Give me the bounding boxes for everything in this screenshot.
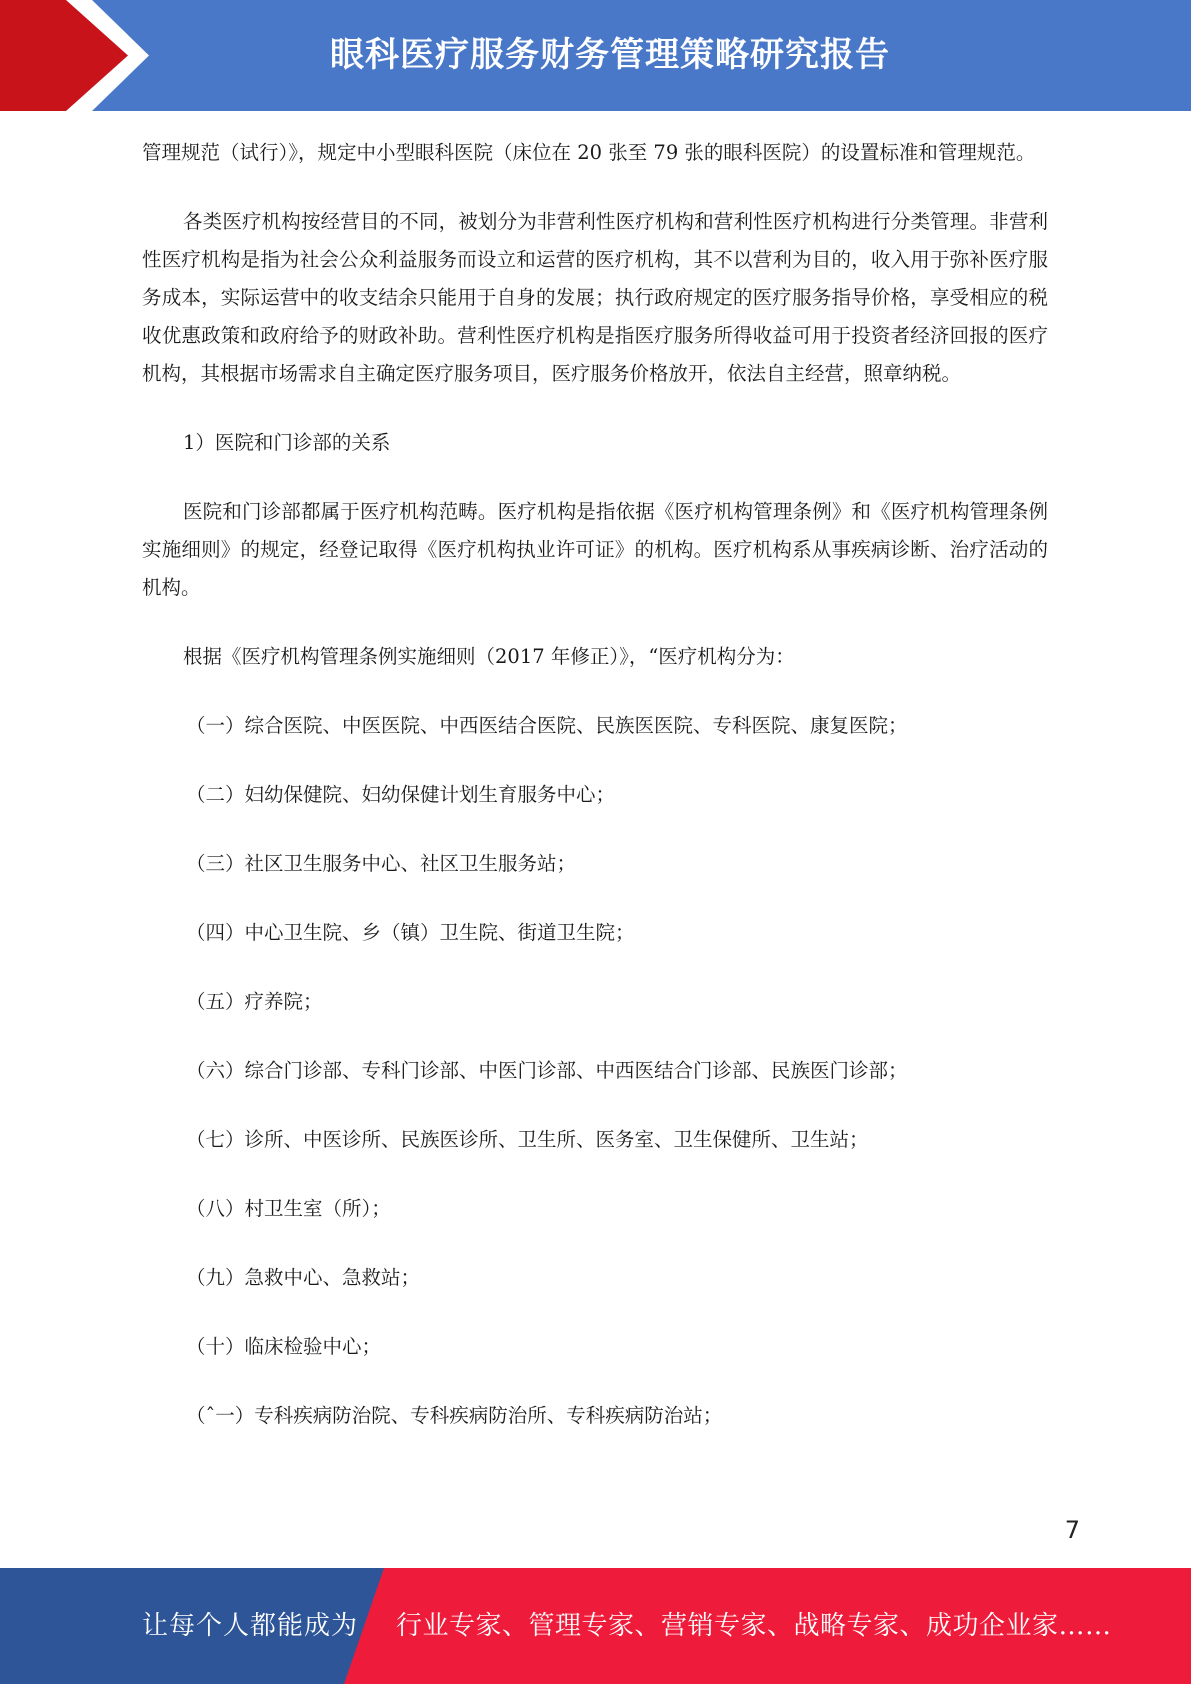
institution-category-list bbox=[142, 707, 1048, 1435]
list-item: （九）急救中心、急救站； bbox=[186, 1266, 421, 1289]
list-item: （四）中心卫生院、乡（镇）卫生院、街道卫生院； bbox=[186, 921, 635, 944]
header-bar bbox=[0, 0, 1191, 111]
report-title: 眼科医疗服务财务管理策略研究报告 bbox=[330, 35, 890, 75]
page-number: 7 bbox=[1064, 1516, 1080, 1544]
paragraph-regulation-intro: 根据《医疗机构管理条例实施细则（2017 年修正）》，“医疗机构分为： bbox=[183, 645, 795, 668]
list-item: （三）社区卫生服务中心、社区卫生服务站； bbox=[186, 852, 577, 875]
footer-slogan-right: 行业专家、管理专家、营销专家、战略专家、成功企业家…… bbox=[396, 1611, 1112, 1641]
paragraph-classification: 各类医疗机构按经营目的不同，被划分为非营利性医疗机构和营利性医疗机构进行分类管理。非营利性医疗机构是指为社会公众利益服务而设立和运营的医疗机构，其不以营利为目的，收入用于弥补医疗服务成本，实际运营中的收支结余只能用于自身的发展；执行政府规定的医疗服务指导价格，享受相应的税收优惠政策和政府给予的财政补助。营利性医疗机构是指医疗服务所得收益可用于投资者经济回报的医疗机构，其根据市场需求自主确定医疗服务项目，医疗服务价格放开，依法自主经营，照章纳税。 bbox=[142, 210, 1048, 385]
footer-bar bbox=[0, 1568, 1191, 1684]
list-item: （六）综合门诊部、专科门诊部、中医门诊部、中西医结合门诊部、民族医门诊部； bbox=[186, 1059, 908, 1082]
document-body bbox=[142, 134, 1048, 1466]
paragraph-definition: 医院和门诊部都属于医疗机构范畴。医疗机构是指依据《医疗机构管理条例》和《医疗机构管理条例实施细则》的规定，经登记取得《医疗机构执业许可证》的机构。医疗机构系从事疾病诊断、治疗活动的机构。 bbox=[142, 500, 1048, 599]
footer-slogan-left: 让每个人都能成为 bbox=[142, 1611, 359, 1641]
list-item: （一）综合医院、中医医院、中西医结合医院、民族医医院、专科医院、康复医院； bbox=[186, 714, 908, 737]
paragraph-continuation: 管理规范（试行）》，规定中小型眼科医院（床位在 20 张至 79 张的眼科医院）的设置标准和管理规范。 bbox=[142, 141, 1036, 164]
list-item: （二）妇幼保健院、妇幼保健计划生育服务中心； bbox=[186, 783, 616, 806]
list-item: （七）诊所、中医诊所、民族医诊所、卫生所、医务室、卫生保健所、卫生站； bbox=[186, 1128, 869, 1151]
list-item: （ˆ一）专科疾病防治院、专科疾病防治所、专科疾病防治站； bbox=[186, 1404, 723, 1427]
list-item: （五）疗养院； bbox=[186, 990, 323, 1013]
section-heading: 1）医院和门诊部的关系 bbox=[183, 431, 391, 454]
chevron-arrow-icon bbox=[0, 0, 160, 111]
list-item: （十）临床检验中心； bbox=[186, 1335, 382, 1358]
list-item: （八）村卫生室（所）； bbox=[186, 1197, 391, 1220]
